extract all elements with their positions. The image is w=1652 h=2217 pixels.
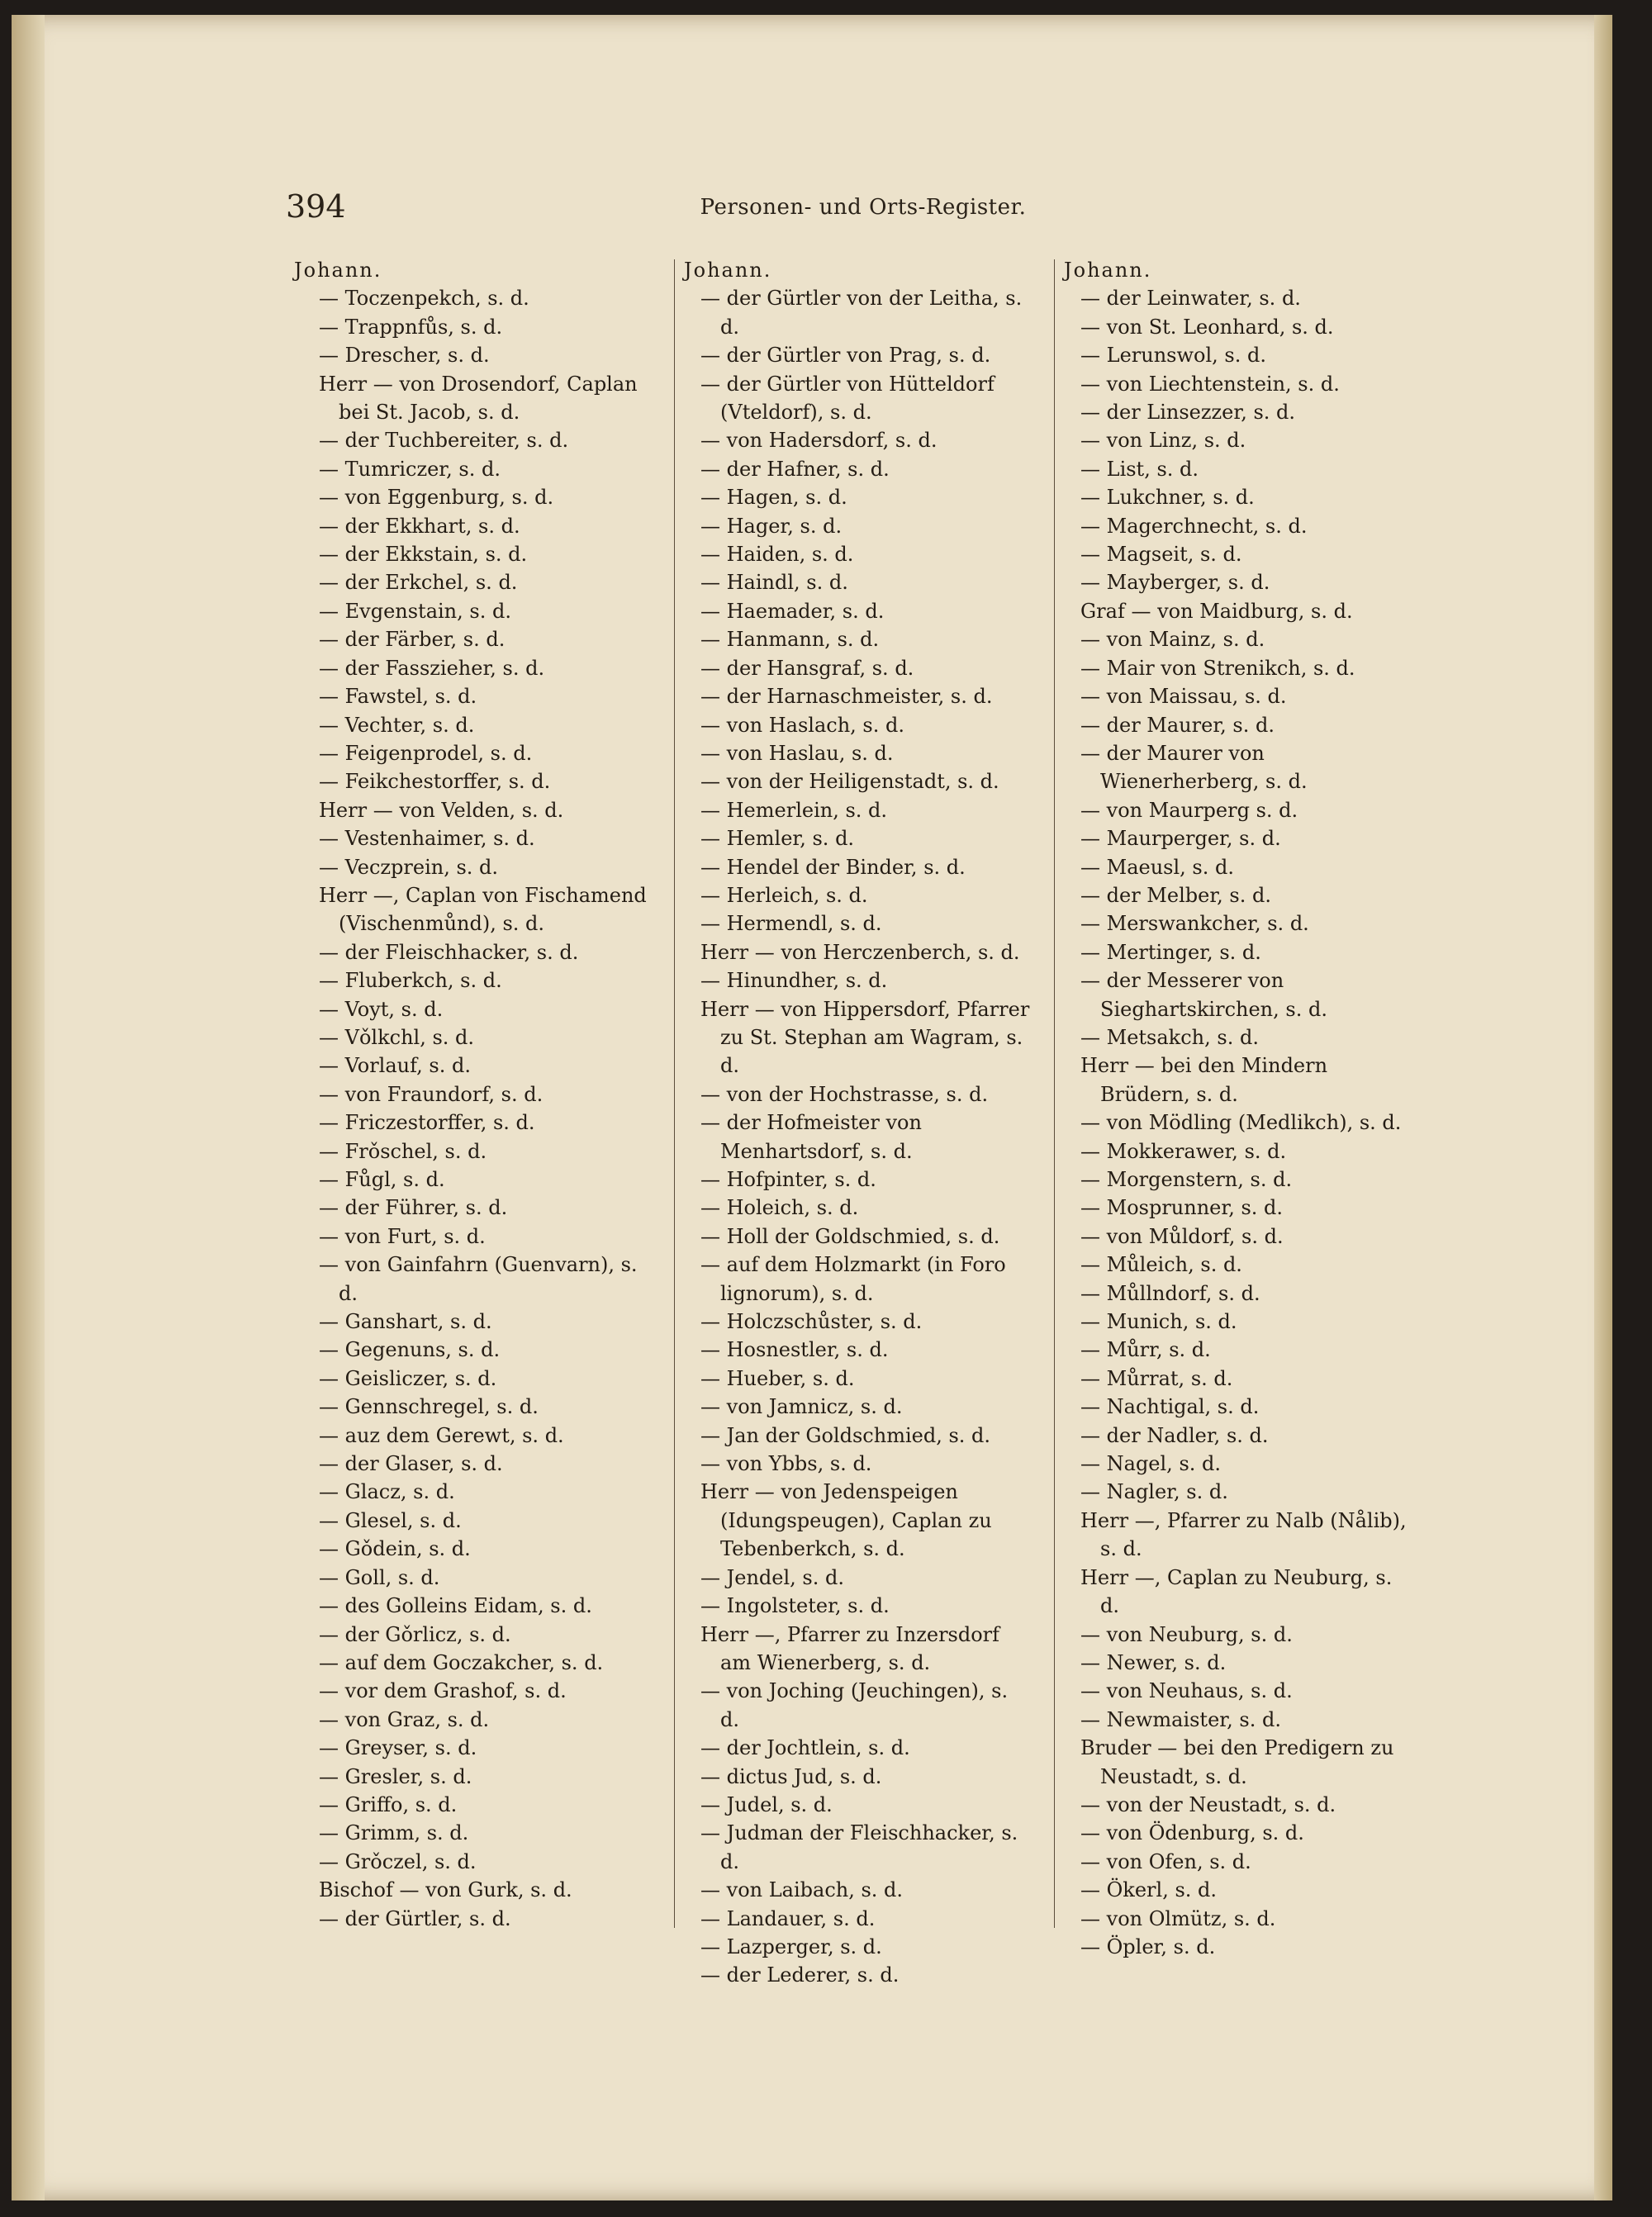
index-entry: — Hueber, s. d. (700, 1366, 855, 1390)
index-entry: — Haemader, s. d. (700, 599, 885, 623)
index-entry: — von Neuburg, s. d. (1080, 1622, 1293, 1646)
index-entry: — der Hansgraf, s. d. (700, 656, 914, 680)
index-entry: — Ganshart, s. d. (319, 1310, 492, 1334)
index-entry: — Voyt, s. d. (319, 997, 444, 1021)
index-entry: — Vestenhaimer, s. d. (319, 827, 535, 851)
index-entry: — Merswankcher, s. d. (1080, 912, 1309, 936)
index-entry: — Öpler, s. d. (1080, 1935, 1216, 1958)
index-entry: — der Maurer von Wienerherberg, s. d. (1080, 741, 1308, 794)
index-entry: — Hinundher, s. d. (700, 969, 888, 993)
index-entry: — der Gürtler von Prag, s. d. (700, 344, 991, 368)
index-entry: — Gǒdein, s. d. (319, 1537, 471, 1561)
index-entry: — der Führer, s. d. (319, 1196, 508, 1220)
index-entry: — der Fasszieher, s. d. (319, 656, 545, 680)
index-entry: — der Lederer, s. d. (700, 1963, 900, 1987)
index-entry: — der Nadler, s. d. (1080, 1423, 1269, 1447)
index-entry: — der Fleischhacker, s. d. (319, 940, 579, 964)
index-entry: — der Leinwater, s. d. (1080, 287, 1301, 311)
index-entry: — Hager, s. d. (700, 514, 843, 538)
index-entry: — von Neuhaus, s. d. (1080, 1679, 1293, 1703)
index-entry: — Fluberkch, s. d. (319, 969, 502, 993)
index-entry: Herr — von Herczenberch, s. d. (700, 940, 1020, 964)
index-entry: — der Hafner, s. d. (700, 457, 890, 481)
index-entry: — von Ofen, s. d. (1080, 1849, 1251, 1873)
column-heading: Johann. (684, 259, 772, 282)
page-number: 394 (286, 188, 346, 225)
index-entry: — Vǒlkchl, s. d. (319, 1025, 475, 1049)
index-entry: — von Můldorf, s. d. (1080, 1224, 1284, 1248)
index-entry: — Judman der Fleischhacker, s. d. (700, 1821, 1018, 1873)
index-entry: — List, s. d. (1080, 457, 1199, 481)
index-entry: Herr —, Pfarrer zu Nalb (Nålib), s. d. (1080, 1508, 1407, 1561)
index-entry: — der Messerer von Sieghartskirchen, s. d. (1080, 969, 1327, 1021)
index-entry: — Glacz, s. d. (319, 1480, 455, 1504)
index-entry: — von Hadersdorf, s. d. (700, 429, 938, 453)
index-entry: — von Mainz, s. d. (1080, 628, 1265, 652)
index-entry: — Griffo, s. d. (319, 1792, 458, 1816)
index-entry: — auz dem Gerewt, s. d. (319, 1423, 564, 1447)
index-entry: — der Gürtler von der Leitha, s. d. (700, 287, 1023, 339)
index-entry: — Hagen, s. d. (700, 486, 847, 510)
index-entry: — Grimm, s. d. (319, 1821, 469, 1845)
index-entry: — Lazperger, s. d. (700, 1935, 882, 1958)
index-entry: — Holl der Goldschmied, s. d. (700, 1224, 1000, 1248)
index-entry: — von Gainfahrn (Guenvarn), s. d. (319, 1253, 638, 1305)
index-entry: — Herleich, s. d. (700, 883, 868, 907)
index-entry: — von Haslau, s. d. (700, 741, 894, 765)
index-entry: — vor dem Grashof, s. d. (319, 1679, 567, 1703)
index-entry: — Greyser, s. d. (319, 1736, 477, 1760)
index-entry: — Můrr, s. d. (1080, 1338, 1211, 1362)
index-entry: — Judel, s. d. (700, 1792, 833, 1816)
index-entry: — von Jamnicz, s. d. (700, 1395, 903, 1419)
index-entry: — von Maurperg s. d. (1080, 798, 1298, 822)
index-entry: — Hanmann, s. d. (700, 628, 880, 652)
index-entry: — Evgenstain, s. d. (319, 599, 511, 623)
index-column-3 (1047, 256, 1411, 1961)
index-entry: — von der Heiligenstadt, s. d. (700, 770, 999, 794)
index-entry: — der Ekkstain, s. d. (319, 543, 528, 567)
index-entry: — Maeusl, s. d. (1080, 855, 1234, 879)
index-entry: — von Laibach, s. d. (700, 1878, 904, 1902)
index-entry: — Lerunswol, s. d. (1080, 344, 1266, 368)
index-column-2 (667, 256, 1031, 1990)
index-entry: — Hemerlein, s. d. (700, 798, 888, 822)
index-entry: — der Jochtlein, s. d. (700, 1736, 910, 1760)
page-edge (1594, 15, 1612, 2200)
index-entry: Herr — bei den Mindern Brüdern, s. d. (1080, 1054, 1328, 1106)
index-entry: — von Linz, s. d. (1080, 429, 1246, 453)
index-entry: — Nachtigal, s. d. (1080, 1395, 1260, 1419)
column-heading: Johann. (1064, 259, 1152, 282)
index-entry: Herr —, Caplan zu Neuburg, s. d. (1080, 1565, 1393, 1618)
index-entry: — Můleich, s. d. (1080, 1253, 1242, 1277)
index-entry: — von Liechtenstein, s. d. (1080, 372, 1340, 396)
index-entry: — auf dem Goczakcher, s. d. (319, 1650, 604, 1674)
index-entry: — Feikchestorffer, s. d. (319, 770, 551, 794)
index-entry: Herr —, Caplan von Fischamend (Vischenmůnd), s. d. (319, 883, 647, 936)
index-entry: — der Maurer, s. d. (1080, 713, 1275, 737)
index-entry: — Lukchner, s. d. (1080, 486, 1255, 510)
index-entry: Herr — von Jedenspeigen (Idungspeugen), Caplan zu Tebenberkch, s. d. (700, 1480, 992, 1561)
column-heading: Johann. (294, 259, 382, 282)
index-entry: — Veczprein, s. d. (319, 855, 499, 879)
index-entry: — dictus Jud, s. d. (700, 1764, 882, 1788)
index-entry: — von Mödling (Medlikch), s. d. (1080, 1111, 1402, 1135)
index-entry: — Mayberger, s. d. (1080, 571, 1270, 595)
index-entry: — der Gürtler von Hütteldorf (Vteldorf), s. d. (700, 372, 995, 425)
index-entry: Bischof — von Gurk, s. d. (319, 1878, 572, 1902)
index-entry: — Trappnfůs, s. d. (319, 315, 503, 339)
index-entry: — Metsakch, s. d. (1080, 1025, 1259, 1049)
index-entry: Herr —, Pfarrer zu Inzersdorf am Wienerberg, s. d. (700, 1622, 1000, 1674)
index-entry: — Munich, s. d. (1080, 1310, 1237, 1334)
index-entry: — Haiden, s. d. (700, 543, 854, 567)
index-entry: — Můrrat, s. d. (1080, 1366, 1233, 1390)
index-entry: — Holeich, s. d. (700, 1196, 859, 1220)
index-entry: — Magseit, s. d. (1080, 543, 1242, 567)
index-entry: — Gennschregel, s. d. (319, 1395, 539, 1419)
index-entry: — von Joching (Jeuchingen), s. d. (700, 1679, 1009, 1731)
index-entry: — der Färber, s. d. (319, 628, 506, 652)
index-entry: — Jan der Goldschmied, s. d. (700, 1423, 991, 1447)
index-entry: — Nagler, s. d. (1080, 1480, 1228, 1504)
index-entry: — des Golleins Eidam, s. d. (319, 1594, 592, 1618)
index-entry: Graf — von Maidburg, s. d. (1080, 599, 1353, 623)
index-entry: — von Olmütz, s. d. (1080, 1906, 1276, 1930)
index-entry: — Gegenuns, s. d. (319, 1338, 501, 1362)
index-entry: — der Gürtler, s. d. (319, 1906, 511, 1930)
index-entry: — Vorlauf, s. d. (319, 1054, 471, 1078)
index-entry: — Hendel der Binder, s. d. (700, 855, 966, 879)
index-entry: — Newmaister, s. d. (1080, 1707, 1281, 1731)
index-entry: Herr — von Drosendorf, Caplan bei St. Jacob, s. d. (319, 372, 638, 425)
index-entry: — Landauer, s. d. (700, 1906, 876, 1930)
index-entry: — Vechter, s. d. (319, 713, 475, 737)
index-entry: — von der Neustadt, s. d. (1080, 1792, 1336, 1816)
index-entry: — der Hofmeister von Menhartsdorf, s. d. (700, 1111, 922, 1163)
index-entry: — Mokkerawer, s. d. (1080, 1139, 1287, 1163)
index-entry: — der Glaser, s. d. (319, 1452, 503, 1476)
index-entry: — Fawstel, s. d. (319, 685, 477, 709)
index-entry: — von der Hochstrasse, s. d. (700, 1082, 989, 1106)
index-entry: — Haindl, s. d. (700, 571, 848, 595)
index-entry: — von St. Leonhard, s. d. (1080, 315, 1334, 339)
index-entry: — Maurperger, s. d. (1080, 827, 1281, 851)
index-entry: — Hofpinter, s. d. (700, 1168, 876, 1191)
index-entry: — Ökerl, s. d. (1080, 1878, 1218, 1902)
index-entry: — Friczestorffer, s. d. (319, 1111, 535, 1135)
index-entry: — Magerchnecht, s. d. (1080, 514, 1308, 538)
index-entry: — Nagel, s. d. (1080, 1452, 1222, 1476)
index-entry: — der Gǒrlicz, s. d. (319, 1622, 511, 1646)
index-entry: — Toczenpekch, s. d. (319, 287, 529, 311)
index-entry: — Hosnestler, s. d. (700, 1338, 889, 1362)
index-entry: — der Melber, s. d. (1080, 883, 1271, 907)
index-entry: — Mair von Strenikch, s. d. (1080, 656, 1355, 680)
index-entry: — Mertinger, s. d. (1080, 940, 1261, 964)
index-entry: — von Maissau, s. d. (1080, 685, 1287, 709)
index-entry: — Glesel, s. d. (319, 1508, 462, 1532)
index-entry: — der Erkchel, s. d. (319, 571, 518, 595)
index-entry: — von Eggenburg, s. d. (319, 486, 554, 510)
index-entry: Herr — von Hippersdorf, Pfarrer zu St. Stephan am Wagram, s. d. (700, 997, 1030, 1078)
index-entry: — Newer, s. d. (1080, 1650, 1227, 1674)
index-entry: — Mosprunner, s. d. (1080, 1196, 1284, 1220)
index-entry: — von Furt, s. d. (319, 1224, 486, 1248)
index-column-1 (286, 256, 649, 1933)
index-entry: — von Haslach, s. d. (700, 713, 904, 737)
page-gutter (12, 15, 45, 2200)
index-entry: — der Harnaschmeister, s. d. (700, 685, 993, 709)
index-entry: — Gresler, s. d. (319, 1764, 472, 1788)
index-entry: — auf dem Holzmarkt (in Foro lignorum), s. d. (700, 1253, 1006, 1305)
index-entry: — Morgenstern, s. d. (1080, 1168, 1293, 1191)
index-entry: — der Tuchbereiter, s. d. (319, 429, 569, 453)
index-entry: — Drescher, s. d. (319, 344, 490, 368)
index-entry: — Hermendl, s. d. (700, 912, 882, 936)
index-entry: Herr — von Velden, s. d. (319, 798, 564, 822)
index-entry: — Geisliczer, s. d. (319, 1366, 497, 1390)
index-entry: — Hemler, s. d. (700, 827, 855, 851)
index-entry: — von Fraundorf, s. d. (319, 1082, 544, 1106)
index-entry: — Grǒczel, s. d. (319, 1849, 477, 1873)
index-entry: — Feigenprodel, s. d. (319, 741, 533, 765)
index-entry: — Jendel, s. d. (700, 1565, 844, 1589)
index-entry: Bruder — bei den Predigern zu Neustadt, s. d. (1080, 1736, 1394, 1788)
index-entry: — Frǒschel, s. d. (319, 1139, 487, 1163)
running-head: Personen- und Orts-Register. (700, 195, 1027, 220)
index-entry: — der Ekkhart, s. d. (319, 514, 520, 538)
index-entry: — von Ödenburg, s. d. (1080, 1821, 1304, 1845)
index-entry: — von Graz, s. d. (319, 1707, 490, 1731)
index-entry: — Fůgl, s. d. (319, 1168, 445, 1191)
index-entry: — Goll, s. d. (319, 1565, 440, 1589)
index-entry: — Holczschůster, s. d. (700, 1310, 923, 1334)
index-entry: — von Ybbs, s. d. (700, 1452, 872, 1476)
index-entry: — Můllndorf, s. d. (1080, 1281, 1260, 1305)
index-entry: — der Linsezzer, s. d. (1080, 401, 1296, 425)
index-entry: — Ingolsteter, s. d. (700, 1594, 890, 1618)
index-entry: — Tumriczer, s. d. (319, 457, 501, 481)
